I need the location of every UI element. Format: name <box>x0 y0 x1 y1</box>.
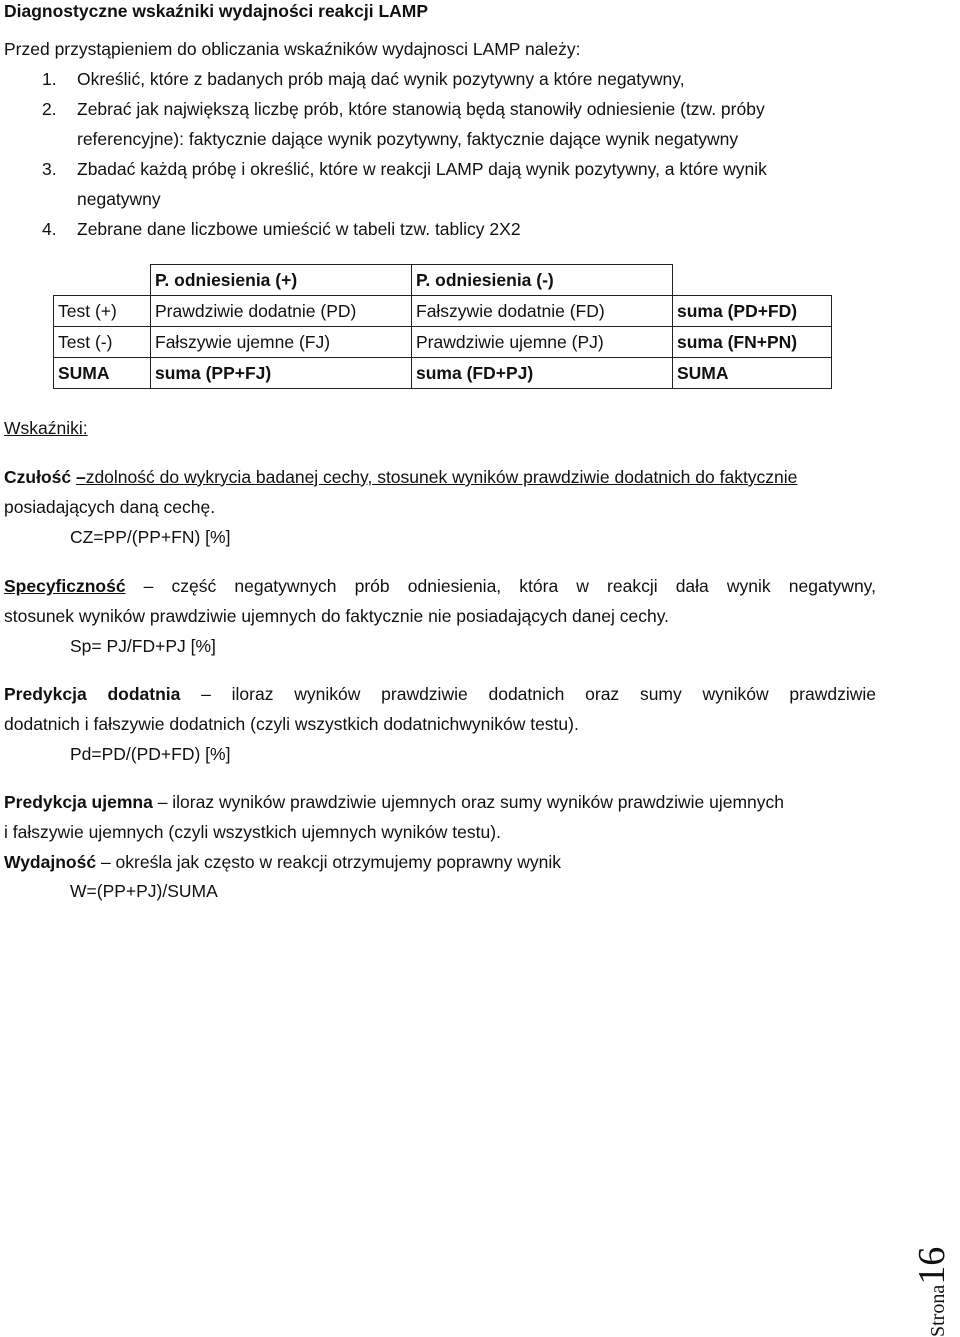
npv-definition <box>4 791 784 813</box>
table-cell: SUMA <box>673 358 832 389</box>
efficiency-formula: W=(PP+PJ)/SUMA <box>70 881 218 901</box>
npv-text: – iloraz wyników prawdziwie ujemnych oraz sumy wyników prawdziwie ujemnych <box>152 792 785 812</box>
table-cell: Prawdziwie dodatnie (PD) <box>151 296 412 327</box>
table-cell <box>54 265 151 296</box>
ppv-term: Predykcja dodatnia <box>4 684 181 704</box>
npv-term: Predykcja ujemna <box>4 792 153 812</box>
specificity-text: – część negatywnych prób odniesienia, która w reakcji dała wynik negatywny, <box>125 576 876 596</box>
list-item-continuation: negatywny <box>77 189 161 209</box>
page-footer <box>911 1227 954 1337</box>
sensitivity-text: zdolność do wykrycia badanej cechy, stosunek wyników prawdziwie dodatnich do faktycznie <box>85 467 798 487</box>
ppv-formula: Pd=PD/(PD+FD) [%] <box>70 744 231 764</box>
table-cell: Test (-) <box>54 327 151 358</box>
table-cell: Fałszywie dodatnie (FD) <box>412 296 673 327</box>
table-cell: SUMA <box>54 358 151 389</box>
page-label: Strona <box>927 1284 949 1337</box>
efficiency-definition <box>4 851 561 873</box>
table-header-row <box>54 265 832 296</box>
table-row <box>54 358 832 389</box>
table-row <box>54 327 832 358</box>
indicators-heading: Wskaźniki: <box>4 418 88 438</box>
specificity-text-cont: stosunek wyników prawdziwie ujemnych do faktycznie nie posiadających danej cechy. <box>4 606 670 626</box>
sensitivity-text-cont: posiadających daną cechę. <box>4 497 216 517</box>
table-header-cell: P. odniesienia (-) <box>412 265 673 296</box>
contingency-table <box>53 264 832 389</box>
table-cell: Prawdziwie ujemne (PJ) <box>412 327 673 358</box>
table-cell: suma (FN+PN) <box>673 327 832 358</box>
ppv-definition <box>4 683 876 705</box>
efficiency-text: – określa jak często w reakcji otrzymujemy poprawny wynik <box>96 852 561 872</box>
efficiency-term: Wydajność <box>4 852 97 872</box>
sensitivity-definition <box>4 466 797 488</box>
table-header-cell: P. odniesienia (+) <box>151 265 412 296</box>
page-number: 16 <box>911 1246 953 1285</box>
table-cell: suma (FD+PJ) <box>412 358 673 389</box>
sensitivity-dash: – <box>75 467 86 487</box>
specificity-definition <box>4 575 876 597</box>
specificity-term: Specyficzność <box>4 576 126 596</box>
table-cell: Fałszywie ujemne (FJ) <box>151 327 412 358</box>
ppv-text-cont: dodatnich i fałszywie dodatnich (czyli wszystkich dodatnichwyników testu). <box>4 714 579 734</box>
sensitivity-formula: CZ=PP/(PP+FN) [%] <box>70 527 231 547</box>
document-title: Diagnostyczne wskaźniki wydajności reakcji LAMP <box>4 1 429 21</box>
table-row <box>54 296 832 327</box>
ppv-text: – iloraz wyników prawdziwie dodatnich oraz sumy wyników prawdziwie <box>180 684 876 704</box>
intro-text: Przed przystąpieniem do obliczania wskaźników wydajnosci LAMP należy: <box>4 39 581 59</box>
npv-text-cont: i fałszywie ujemnych (czyli wszystkich ujemnych wyników testu). <box>4 822 501 842</box>
specificity-formula: Sp= PJ/FD+PJ [%] <box>70 636 216 656</box>
table-cell: Test (+) <box>54 296 151 327</box>
sensitivity-term: Czułość <box>4 467 76 487</box>
table-cell <box>673 265 832 296</box>
table-cell: suma (PD+FD) <box>673 296 832 327</box>
table-cell: suma (PP+FJ) <box>151 358 412 389</box>
list-item-continuation: referencyjne): faktycznie dające wynik pozytywny, faktycznie dające wynik negatywny <box>77 129 739 149</box>
